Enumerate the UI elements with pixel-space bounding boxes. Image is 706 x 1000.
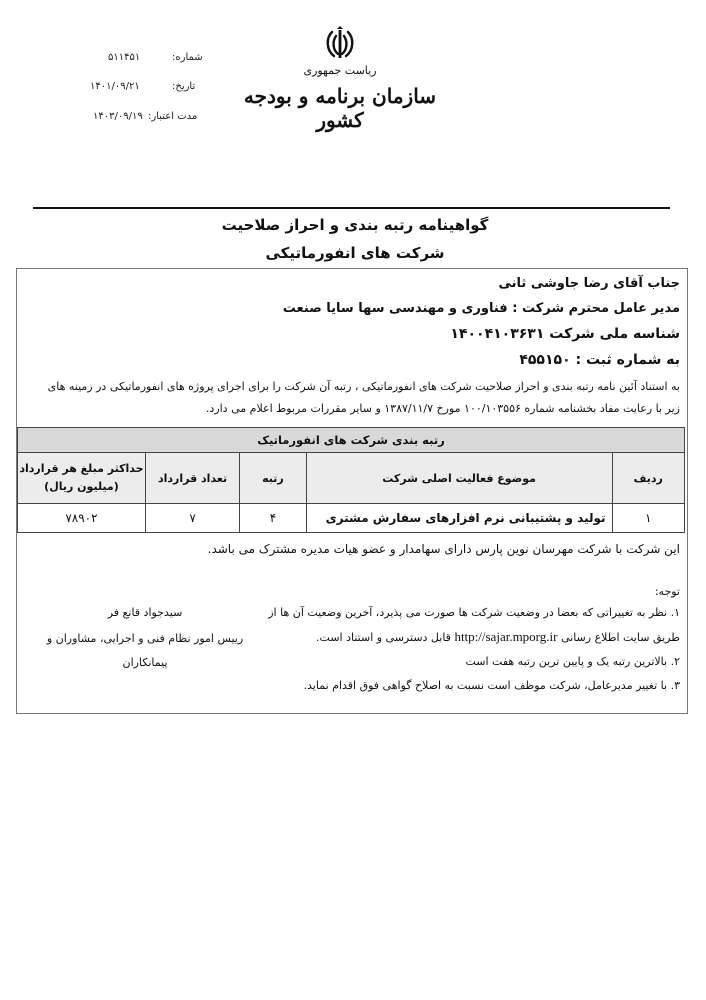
number-label: شماره: xyxy=(172,52,203,63)
note-1-prefix: طریق سایت اطلاع رسانی xyxy=(560,631,680,644)
certificate-title: گواهینامه رتبه بندی و احراز صلاحیت xyxy=(221,216,489,234)
header-divider xyxy=(33,207,670,209)
note-1-suffix: قابل دسترسی و استناد است. xyxy=(316,631,451,644)
body-paragraph-line2: زیر با رعایت مفاد بخشنامه شماره ۱۰۰/۱۰۳۵۵۶ مورخ ۱۳۸۷/۱۱/۷ و سایر مقررات مربوط اعلام می دارد. xyxy=(205,402,680,415)
col-header-topic: موضوع فعالیت اصلی شرکت xyxy=(306,453,612,504)
recipient-name: جناب آقای رضا جاوشی ثانی xyxy=(498,276,680,291)
date-value: ۱۴۰۱/۰۹/۲۱ xyxy=(90,81,140,92)
signatory-name: سیدجواد قانع فر xyxy=(107,606,183,619)
national-id: شناسه ملی شرکت ۱۴۰۰۴۱۰۳۶۳۱ xyxy=(450,326,680,342)
note-1-line2 xyxy=(316,629,680,645)
ranking-table xyxy=(17,427,685,533)
row-index: ۱ xyxy=(612,504,684,533)
col-header-count: تعداد قرارداد xyxy=(145,453,239,504)
col-header-index: ردیف xyxy=(612,453,684,504)
row-count: ۷ xyxy=(145,504,239,533)
note-1-line1: ۱. نظر به تغییراتی که بعضا در وضعیت شرکت ها صورت می پذیرد، آخرین وضعیت آن ها از xyxy=(268,606,680,619)
row-max-amount: ۷۸۹۰۲ xyxy=(18,504,146,533)
number-value: ۵۱۱۴۵۱ xyxy=(108,52,141,63)
table-band-title: رتبه بندی شرکت های انفورماتیک xyxy=(18,428,685,453)
date-label: تاریخ: xyxy=(172,81,196,92)
validity-label: مدت اعتبار: xyxy=(148,111,198,122)
sajar-link[interactable]: http://sajar.mporg.ir xyxy=(454,629,558,644)
col-header-rank: رتبه xyxy=(240,453,306,504)
iran-emblem-icon xyxy=(322,26,358,62)
org-name: سازمان برنامه و بودجه کشور xyxy=(243,84,437,132)
note-2: ۲. بالاترین رتبه یک و پایین ترین رتبه هفت است xyxy=(465,655,680,668)
validity-value: ۱۴۰۳/۰۹/۱۹ xyxy=(93,111,143,122)
signatory-title-line2: پیمانکاران xyxy=(122,656,168,669)
note-3: ۳. با تغییر مدیرعامل، شرکت موظف است نسبت به اصلاح گواهی فوق اقدام نماید. xyxy=(303,679,680,692)
notes-heading: توجه: xyxy=(654,585,680,598)
table-row xyxy=(18,504,685,533)
certificate-subtitle: شرکت های انفورماتیکی xyxy=(265,244,445,262)
row-topic: تولید و پشتیبانی نرم افزارهای سفارش مشتری xyxy=(306,504,612,533)
body-paragraph-line1: به استناد آئین نامه رتبه بندی و احراز صلاحیت شرکت های انفورماتیکی ، رتبه آن شرکت را برای اجرای پروژه های انفورماتیکی در زمینه های xyxy=(47,380,680,393)
recipient-company: مدیر عامل محترم شرکت : فناوری و مهندسی سها سایا صنعت xyxy=(282,301,680,316)
affiliation-note: این شرکت با شرکت مهرسان نوین پارس دارای سهامدار و عضو هیات مدیره مشترک می باشد. xyxy=(207,542,680,556)
org-subtitle: ریاست جمهوری xyxy=(303,64,377,77)
row-rank: ۴ xyxy=(240,504,306,533)
col-header-max-amount: حداکثر مبلغ هر قرارداد (میلیون ریال) xyxy=(18,453,146,504)
signatory-title-line1: رییس امور نظام فنی و اجرایی، مشاوران و xyxy=(46,632,244,645)
registration-number: به شماره ثبت : ۴۵۵۱۵۰ xyxy=(519,352,680,368)
